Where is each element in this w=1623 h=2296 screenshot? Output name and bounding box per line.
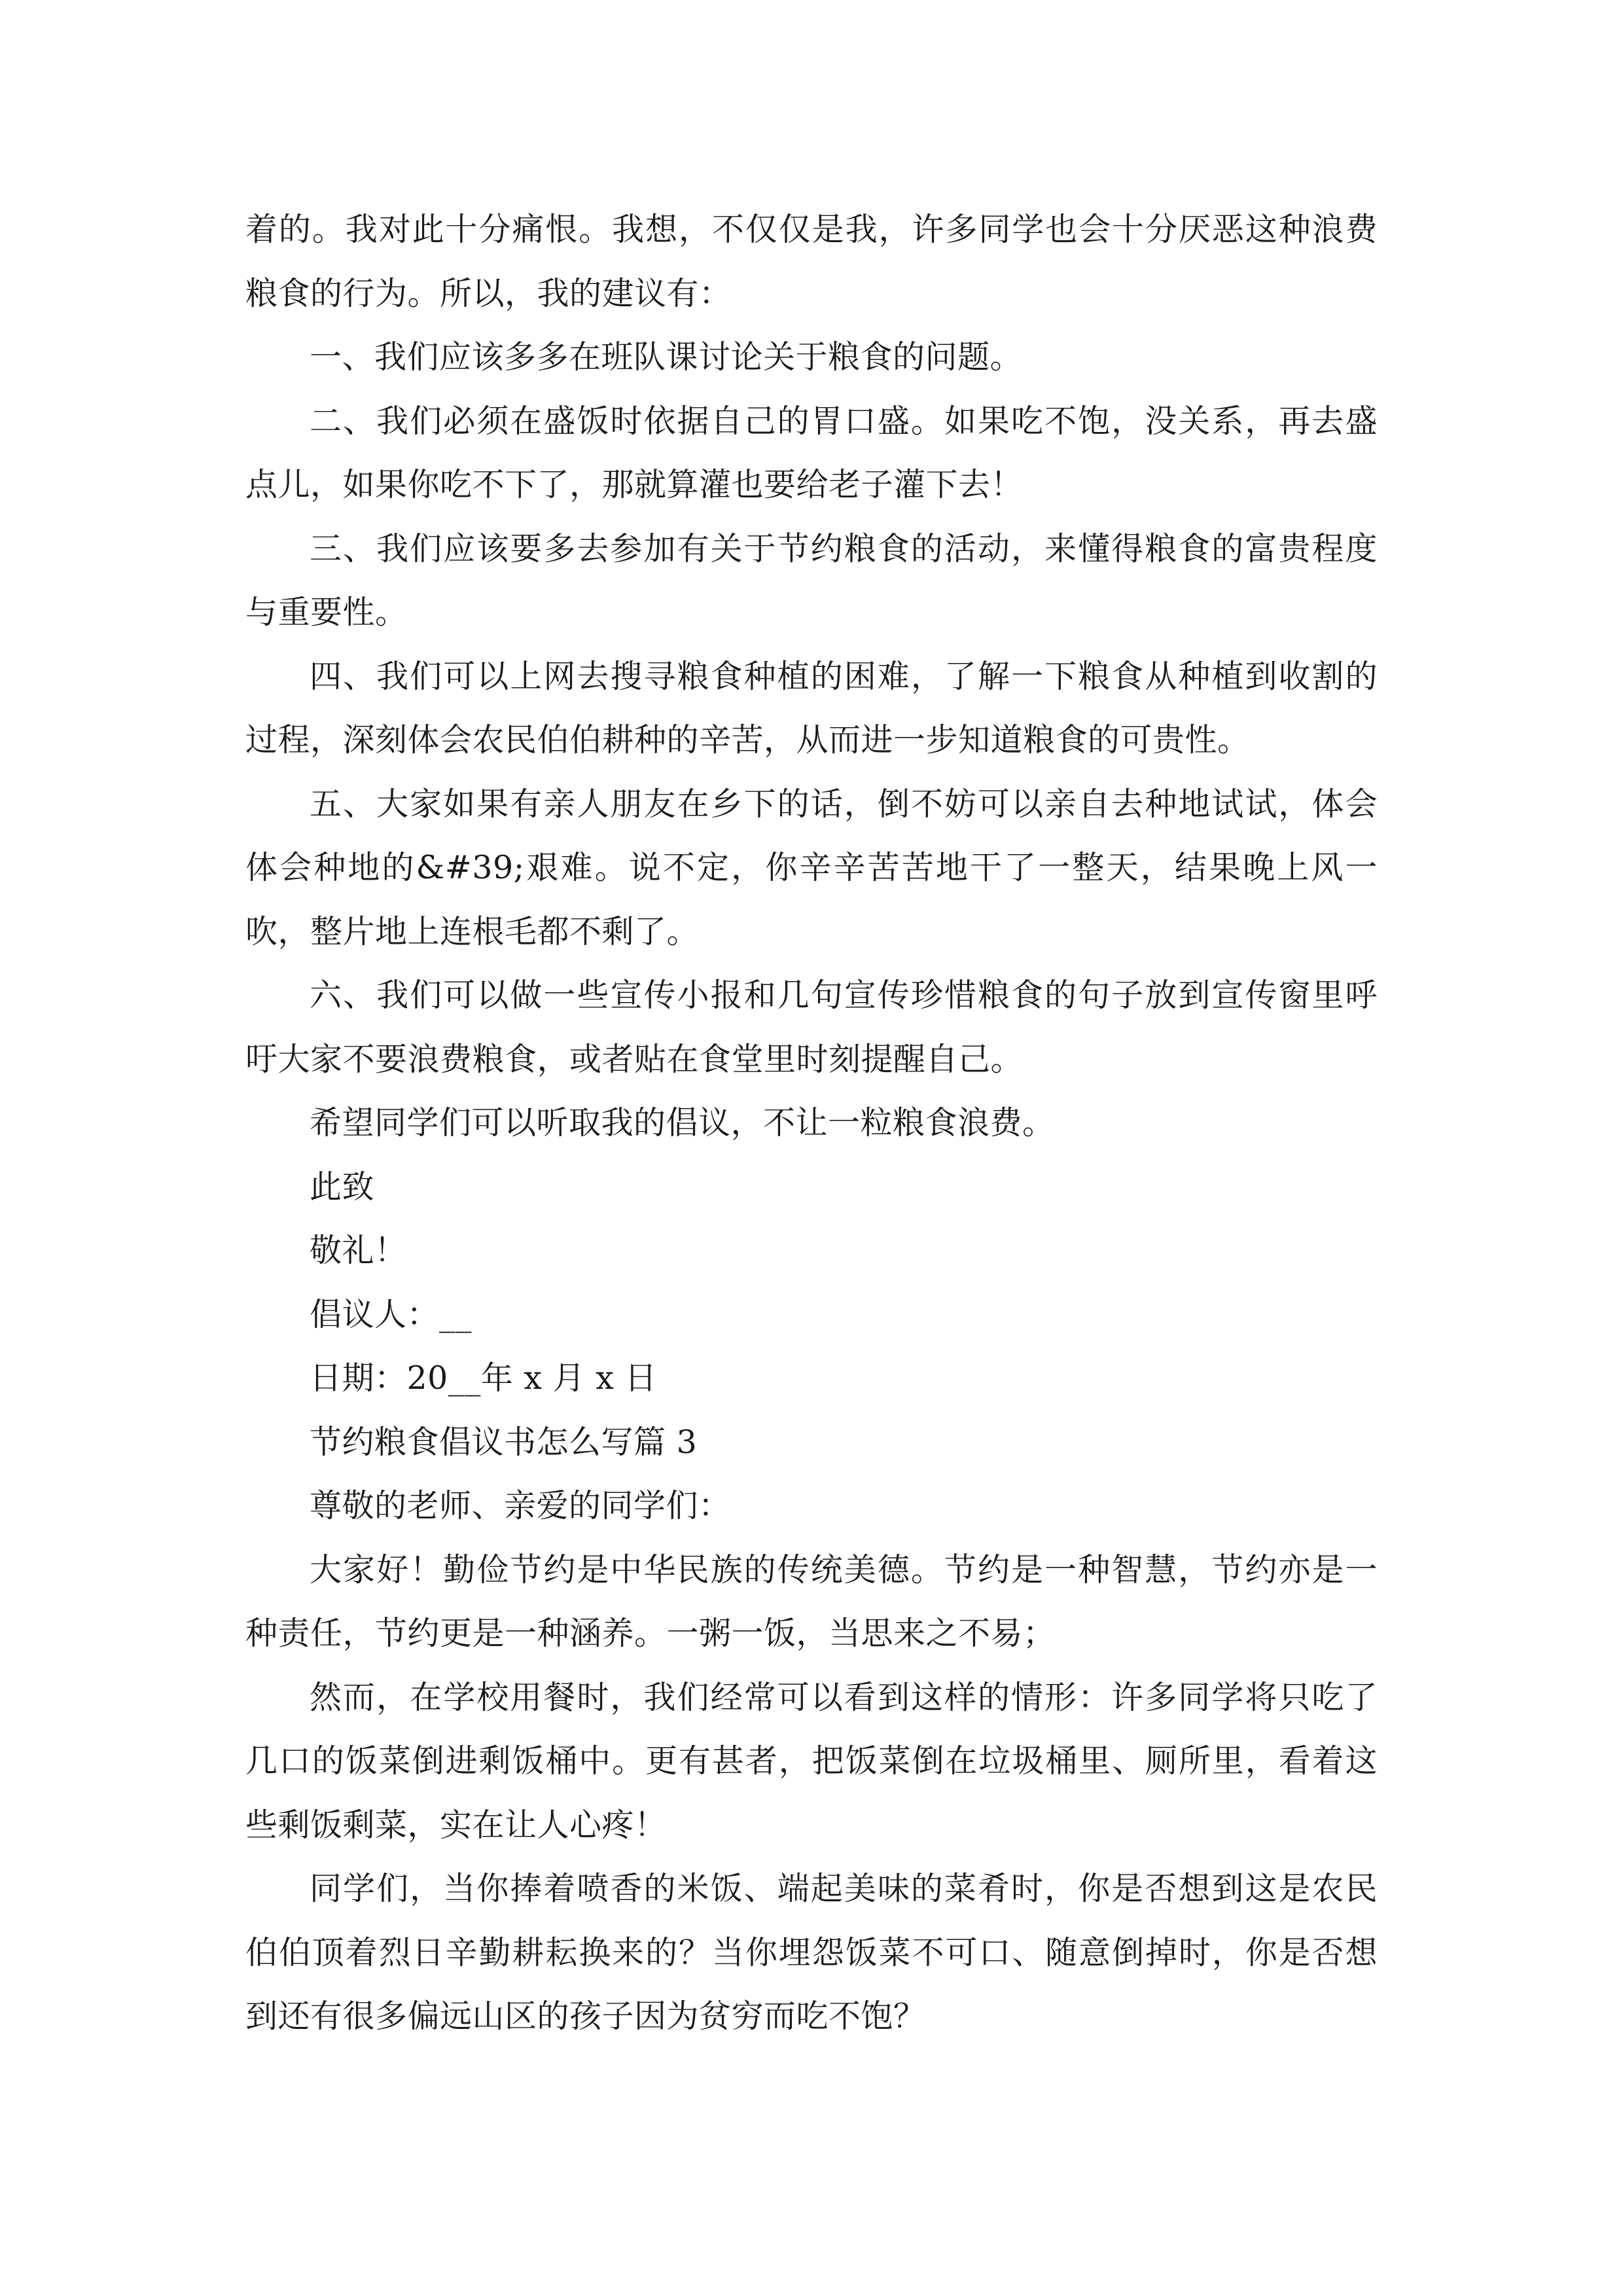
closing-salutation: 此致 <box>310 1168 375 1206</box>
paragraph-continuation: 着的。我对此十分痛恨。我想，不仅仅是我，许多同学也会十分厌恶这种浪费粮食的行为。所以，我的建议有： <box>245 211 1378 312</box>
document-body <box>245 198 1378 2049</box>
intro-paragraph: 大家好！勤俭节约是中华民族的传统美德。节约是一种智慧，节约亦是一种责任，节约更是一种涵养。一粥一饭，当思来之不易； <box>245 1551 1378 1652</box>
suggestion-2: 二、我们必须在盛饭时依据自己的胃口盛。如果吃不饱，没关系，再去盛点儿，如果你吃不下了，那就算灌也要给老子灌下去！ <box>245 402 1378 503</box>
body-paragraph-2: 同学们，当你捧着喷香的米饭、端起美味的菜肴时，你是否想到这是农民伯伯顶着烈日辛勤耕耘换来的？当你埋怨饭菜不可口、随意倒掉时，你是否想到还有很多偏远山区的孩子因为贫穷而吃不饱？ <box>245 1870 1378 2035</box>
proposer-line: 倡议人：__ <box>310 1295 473 1333</box>
suggestion-6: 六、我们可以做一些宣传小报和几句宣传珍惜粮食的句子放到宣传窗里呼吁大家不要浪费粮食，或者贴在食堂里时刻提醒自己。 <box>245 977 1378 1078</box>
suggestion-3: 三、我们应该要多去参加有关于节约粮食的活动，来懂得粮食的富贵程度与重要性。 <box>245 529 1378 631</box>
date-line: 日期：20__年 x 月 x 日 <box>310 1359 657 1397</box>
greeting: 尊敬的老师、亲爱的同学们： <box>310 1487 731 1524</box>
suggestion-1: 一、我们应该多多在班队课讨论关于粮食的问题。 <box>310 338 1023 376</box>
closing-hope: 希望同学们可以听取我的倡议，不让一粒粮食浪费。 <box>310 1104 1055 1141</box>
section-title: 节约粮食倡议书怎么写篇 3 <box>310 1423 698 1461</box>
suggestion-4: 四、我们可以上网去搜寻粮食种植的困难，了解一下粮食从种植到收割的过程，深刻体会农民伯伯耕种的辛苦，从而进一步知道粮食的可贵性。 <box>245 657 1378 759</box>
suggestion-5: 五、大家如果有亲人朋友在乡下的话，倒不妨可以亲自去种地试试，体会体会种地的&#39;艰难。说不定，你辛辛苦苦地干了一整天，结果晚上风一吹，整片地上连根毛都不剩了。 <box>245 785 1378 950</box>
body-paragraph-1: 然而，在学校用餐时，我们经常可以看到这样的情形：许多同学将只吃了几口的饭菜倒进剩饭桶中。更有甚者，把饭菜倒在垃圾桶里、厕所里，看着这些剩饭剩菜，实在让人心疼！ <box>245 1678 1378 1844</box>
closing-regards: 敬礼！ <box>310 1232 407 1269</box>
